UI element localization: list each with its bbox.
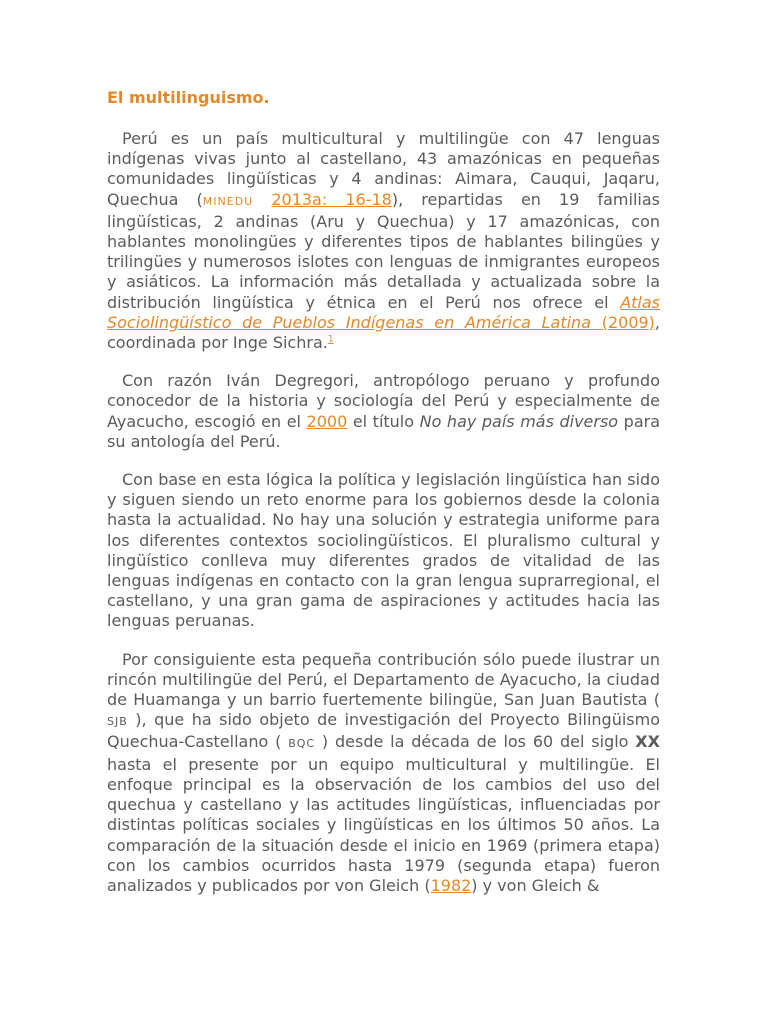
- p4-text-2: ), que ha sido objeto de investigación del Proyecto Bilingüismo Quechua-Castellano (: [107, 710, 660, 752]
- abbr-sjb: SJB: [107, 715, 128, 729]
- p2-text-3: para su antología del Perú.: [107, 411, 660, 451]
- footnote-link[interactable]: 1: [327, 334, 334, 345]
- atlas-title: Atlas Sociolingüístico de Pueblos Indígenas en América Latina: [107, 292, 660, 332]
- year-link[interactable]: 2000: [306, 411, 348, 431]
- p4-text-3: ) desde la década de los 60 del siglo: [321, 732, 629, 752]
- paragraph-1: [107, 129, 660, 353]
- century-label: XX: [635, 732, 660, 752]
- citation-org[interactable]: MINEDU: [202, 194, 254, 208]
- p1-text-2: ), repartidas en 19 familias lingüísticas, 2 andinas (Aru y Quechua) y 17 amazónicas, con hablantes monolingües y diferentes tipos de hablantes bilingües y trilingües y numerosos islotes con lenguas de inmigrantes europeos y asiáticos. La información más detallada y actualizada sobre la distribución lingüística y étnica en el Perú nos ofrece el: [107, 189, 660, 312]
- paragraph-3: Con base en esta lógica la política y legislación lingüística han sido y siguen siendo un reto enorme para los gobiernos desde la colonia hasta la actualidad. No hay una solución y estrategia uniforme para los diferentes contextos sociolingüísticos. El pluralismo cultural y lingüístico conlleva muy diferentes grados de vitalidad de las lenguas indígenas en contacto con la gran lengua suprarregional, el castellano, y una gran gama de aspiraciones y actitudes hacia las lenguas peruanas.: [107, 470, 660, 631]
- p1-text-3: , coordinada por Inge Sichra.: [107, 312, 661, 353]
- p4-text-4: hasta el presente por un equipo multicultural y multilingüe. El enfoque principal es la observación de los cambios del uso del quechua y castellano y las actitudes lingüísticas, influenciadas por distintas políticas sociales y lingüísticas en los últimos 50 años. La comparación de la situación desde el inicio en 1969 (primera etapa) con los cambios ocurridos hasta 1979 (segunda etapa) fueron analizados y publicados por von Gleich (: [107, 754, 660, 895]
- paragraph-4: [107, 650, 660, 896]
- document-body: [107, 129, 660, 914]
- p2-italic-title: No hay país más diverso: [419, 411, 619, 431]
- ref-year-link[interactable]: 1982: [430, 875, 472, 895]
- section-title: El multilinguismo.: [107, 88, 270, 107]
- citation-ref-link[interactable]: 2013a: 16-18: [271, 189, 392, 209]
- atlas-year: (2009): [601, 312, 655, 332]
- p1-text-1: Perú es un país multicultural y multilingüe con 47 lenguas indígenas vivas junto al castellano, 43 amazónicas en pequeñas comunidades lingüísticas y 4 andinas: Aimara, Cauqui, Jaqaru, Quechua (: [107, 129, 660, 209]
- p4-text-5: ) y von Gleich &: [471, 875, 600, 895]
- p2-text-1: Con razón Iván Degregori, antropólogo peruano y profundo conocedor de la historia y sociología del Perú y especialmente de Ayacucho, escogió en el: [107, 371, 660, 431]
- p2-text-2: el título: [352, 411, 415, 431]
- p4-text-1: Por consiguiente esta pequeña contribución sólo puede ilustrar un rincón multilingüe del Perú, el Departamento de Ayacucho, la ciudad de Huamanga y un barrio fuertemente bilingüe, San Juan Bautista (: [107, 649, 660, 710]
- abbr-bqc: BQC: [288, 737, 316, 751]
- paragraph-2: [107, 371, 660, 452]
